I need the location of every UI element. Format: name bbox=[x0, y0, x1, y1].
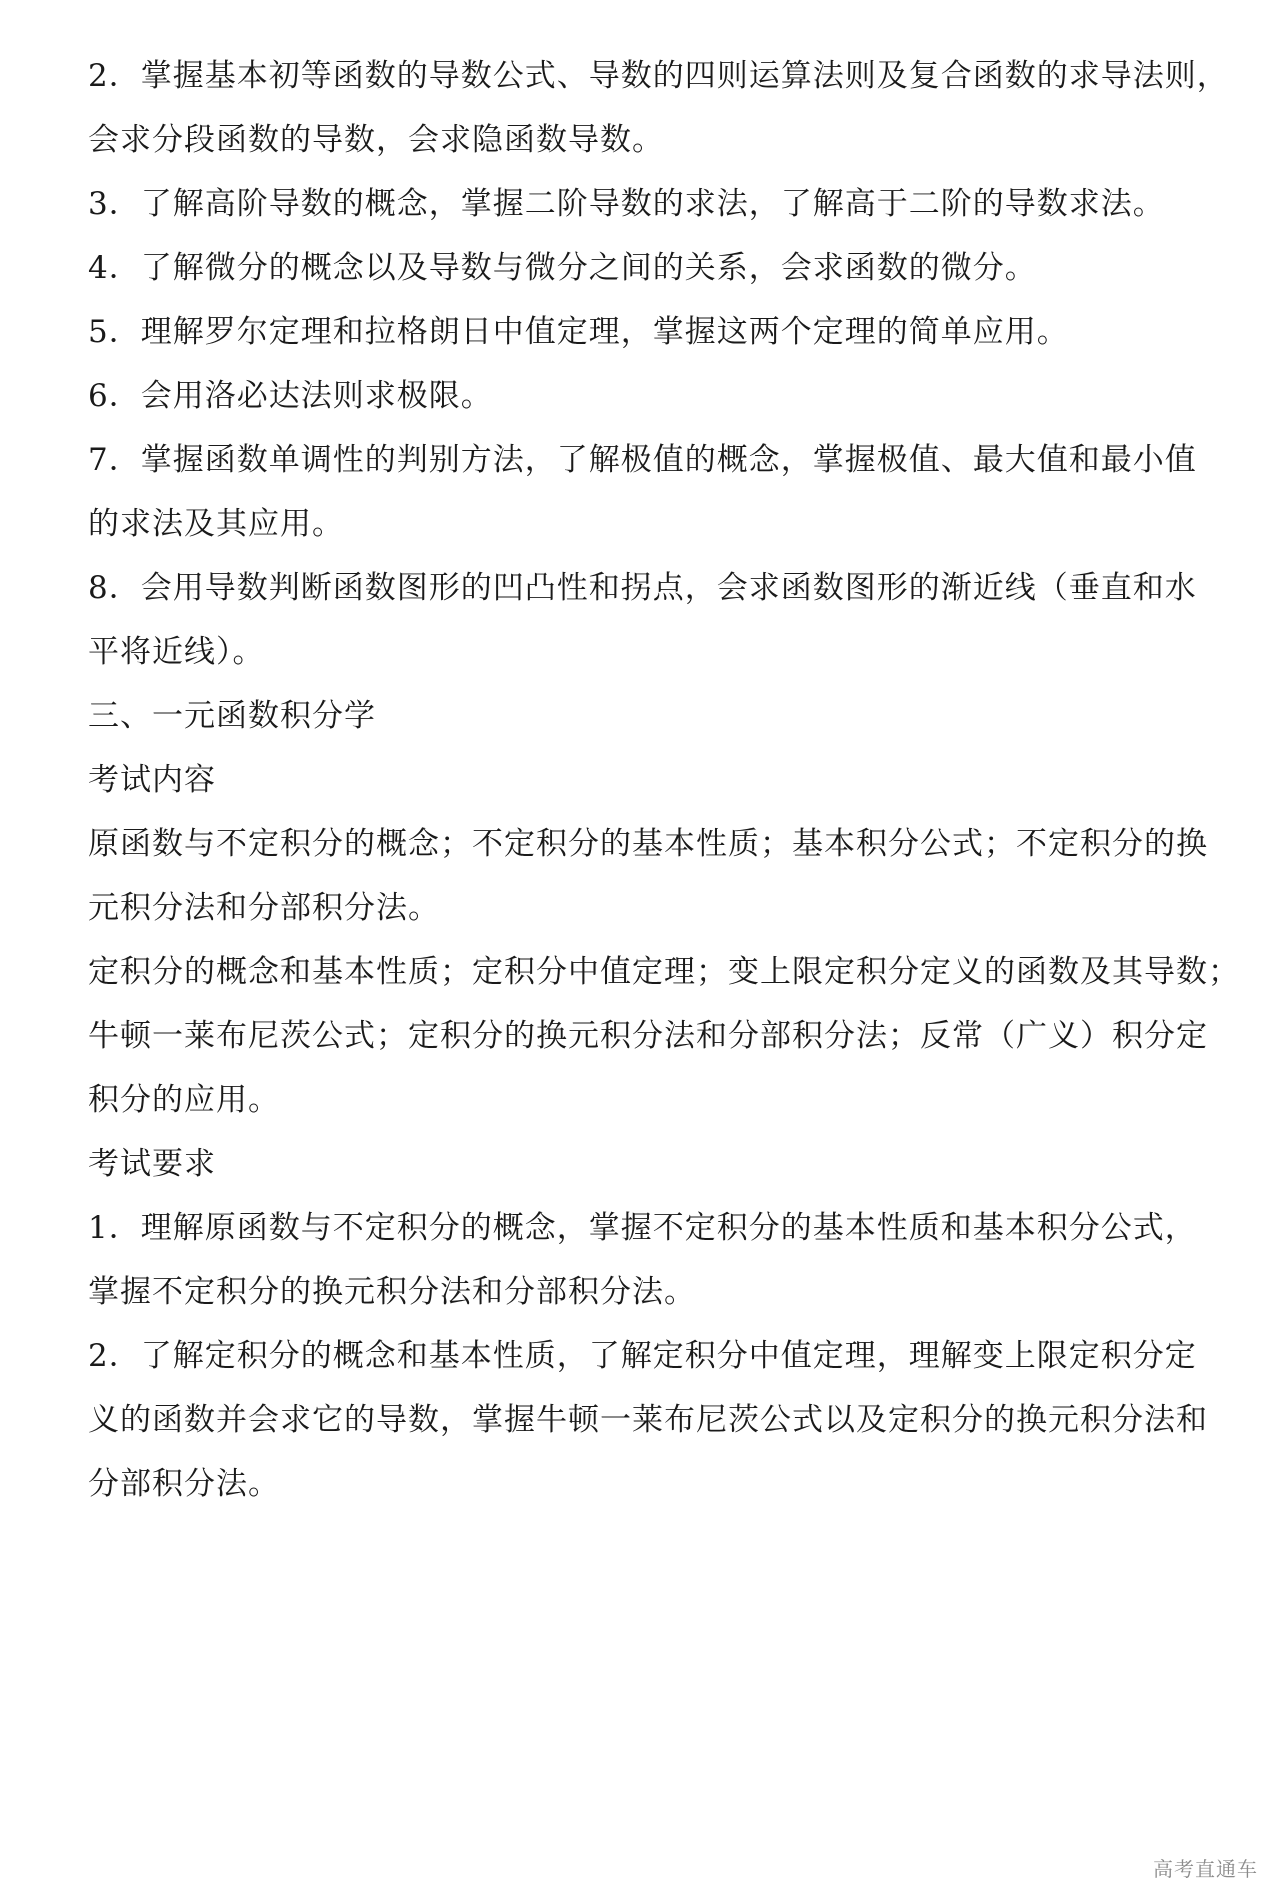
text-line: 7．掌握函数单调性的判别方法，了解极值的概念，掌握极值、最大值和最小值 bbox=[88, 442, 1197, 478]
watermark: 高考直通车 bbox=[1153, 1857, 1258, 1881]
text-line: 积分的应用。 bbox=[88, 1082, 280, 1118]
text-line: 2．了解定积分的概念和基本性质，了解定积分中值定理，理解变上限定积分定 bbox=[88, 1338, 1197, 1374]
subsection-heading: 考试内容 bbox=[88, 762, 216, 798]
text-line: 5．理解罗尔定理和拉格朗日中值定理，掌握这两个定理的简单应用。 bbox=[88, 314, 1069, 350]
text-line: 平将近线）。 bbox=[88, 634, 265, 670]
text-line: 3．了解高阶导数的概念，掌握二阶导数的求法，了解高于二阶的导数求法。 bbox=[88, 186, 1165, 222]
text-line: 义的函数并会求它的导数，掌握牛顿一莱布尼茨公式以及定积分的换元积分法和 bbox=[88, 1402, 1208, 1438]
text-line: 4．了解微分的概念以及导数与微分之间的关系，会求函数的微分。 bbox=[88, 250, 1037, 286]
section-heading: 三、一元函数积分学 bbox=[88, 698, 376, 734]
text-line: 掌握不定积分的换元积分法和分部积分法。 bbox=[88, 1274, 696, 1310]
text-line: 分部积分法。 bbox=[88, 1466, 280, 1502]
text-line: 会求分段函数的导数，会求隐函数导数。 bbox=[88, 122, 664, 158]
subsection-heading: 考试要求 bbox=[88, 1146, 216, 1182]
text-line: 6．会用洛必达法则求极限。 bbox=[88, 378, 493, 414]
text-line: 元积分法和分部积分法。 bbox=[88, 890, 440, 926]
text-line: 的求法及其应用。 bbox=[88, 506, 344, 542]
text-line: 1．理解原函数与不定积分的概念，掌握不定积分的基本性质和基本积分公式， bbox=[88, 1210, 1197, 1246]
text-line: 2．掌握基本初等函数的导数公式、导数的四则运算法则及复合函数的求导法则， bbox=[88, 58, 1229, 94]
text-line: 原函数与不定积分的概念；不定积分的基本性质；基本积分公式；不定积分的换 bbox=[88, 826, 1208, 862]
text-line: 牛顿一莱布尼茨公式；定积分的换元积分法和分部积分法；反常（广义）积分定 bbox=[88, 1018, 1208, 1054]
text-line: 8．会用导数判断函数图形的凹凸性和拐点，会求函数图形的渐近线（垂直和水 bbox=[88, 570, 1197, 606]
text-line: 定积分的概念和基本性质；定积分中值定理；变上限定积分定义的函数及其导数； bbox=[88, 954, 1240, 990]
